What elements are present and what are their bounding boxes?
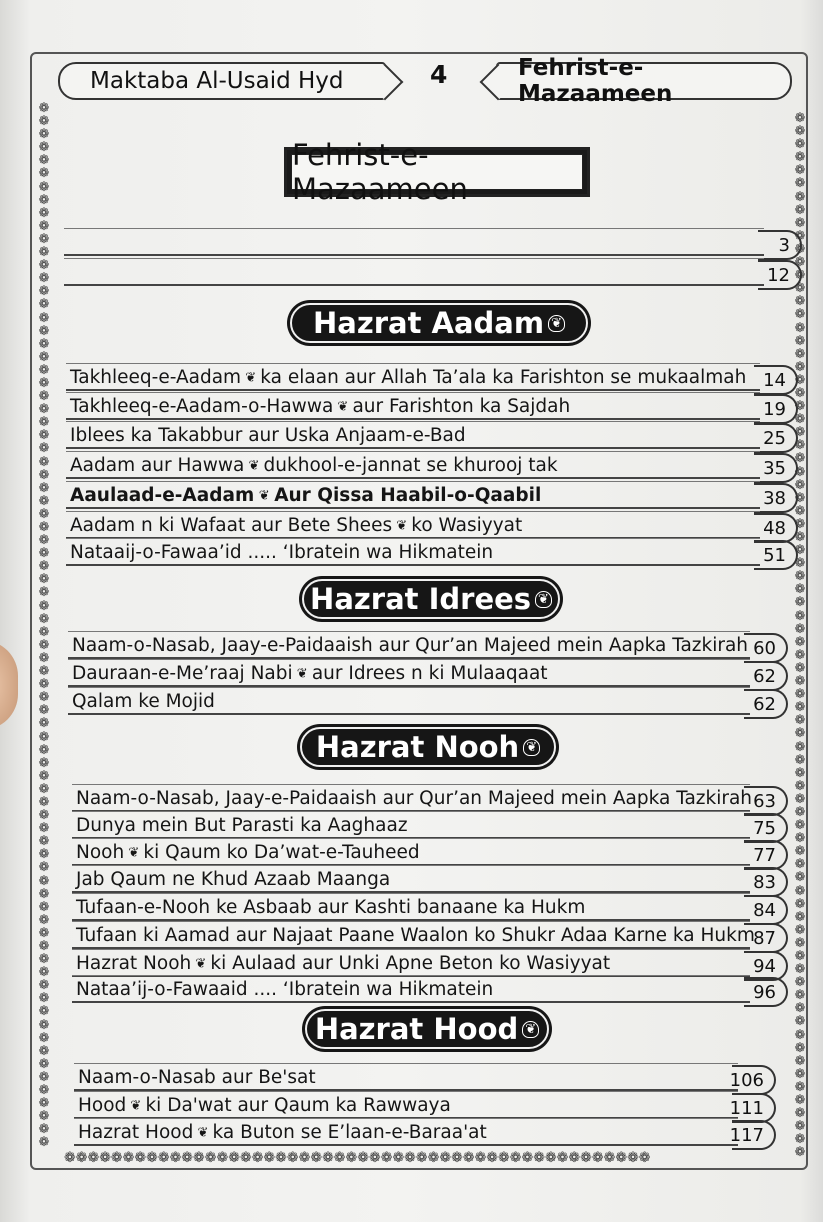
honorific-calligraphy-icon: ❦ [193,1125,213,1141]
honorific-calligraphy-icon: ❦ [548,315,565,332]
entry-title [70,455,558,476]
publisher-name: Maktaba Al-Usaid Hyd [90,68,344,94]
entry-rule [66,389,760,391]
toc-entry[interactable] [68,687,790,715]
section-heading-text: Hazrat Hood [314,1012,519,1046]
entry-top-rule [74,1063,738,1064]
toc-entry[interactable] [66,511,800,539]
entry-title-part: Iblees ka Takabbur aur Uska Anjaam-e-Bad [70,425,466,446]
entry-page-number: 14 [754,365,798,395]
entry-title-part: aur Farishton ka Sajdah [352,396,571,417]
honorific-calligraphy-icon: ❦ [254,488,275,504]
entry-rule [66,418,760,420]
section-heading-inner [305,1009,549,1049]
entry-title-part: ki Aulaad aur Unki Apne Beton ko Wasiyyat [210,953,611,974]
toc-entry[interactable] [66,363,800,391]
entry-title-part: Takhleeq-e-Aadam [70,367,242,388]
honorific-calligraphy-icon: ❦ [191,956,211,972]
entry-title-part: Takhleeq-e-Aadam-o-Hawwa [70,396,334,417]
honorific-calligraphy-icon: ❦ [241,370,261,386]
toc-entry[interactable] [72,811,790,839]
entry-rule [66,564,760,566]
entry-title-part: Hazrat Hood [78,1122,194,1143]
entry-top-rule [68,659,750,660]
section-heading [287,300,591,346]
honorific-calligraphy-icon: ❦ [535,591,552,608]
toc-entry[interactable] [64,258,804,286]
entry-top-rule [66,421,760,422]
entry-top-rule [72,865,750,866]
toc-entry[interactable] [66,392,800,420]
entry-page-number: 117 [732,1120,776,1150]
entry-page-number: 87 [744,923,788,953]
entry-title-part: Aadam n ki Wafaat aur Bete Shees [70,515,393,536]
entry-title [70,485,541,506]
honorific-calligraphy-icon: ❦ [392,518,412,534]
section-heading-inner [302,579,560,619]
entry-rule [68,713,750,715]
toc-entry[interactable] [72,949,790,977]
toc-entry[interactable] [66,451,800,479]
entry-page-number: 111 [732,1093,776,1123]
honorific-calligraphy-icon: ❦ [333,399,353,415]
entry-title-part: Qalam ke Mojid [72,691,215,712]
toc-entry[interactable] [72,865,790,893]
entry-title [76,897,585,918]
toc-entry[interactable] [72,921,790,949]
honorific-calligraphy-icon: ❦ [523,739,540,756]
entry-title [76,869,390,890]
entry-page-number: 94 [744,951,788,981]
entry-title [78,1122,487,1143]
entry-page-number: 106 [732,1065,776,1095]
entry-rule [66,477,760,479]
entry-rule [72,1001,750,1003]
toc-entry[interactable] [72,893,790,921]
thumb [0,640,18,730]
entry-title-part: Hood [78,1095,127,1116]
entry-top-rule [66,363,760,364]
entry-page-number: 77 [744,840,788,870]
section-banner-title: Fehrist-e-Mazaameen [518,55,673,107]
entry-title-part: Jab Qaum ne Khud Azaab Maanga [76,869,391,890]
entry-title-part: Aur Qissa Haabil-o-Qaabil [274,485,542,506]
entry-top-rule [74,1091,738,1092]
entry-title-part: Dauraan-e-Me’raaj Nabi [72,663,293,684]
section-heading-inner [300,727,556,767]
entry-page-number: 62 [744,661,788,691]
entry-rule [66,447,760,449]
entry-title [76,925,755,946]
entry-top-rule [72,949,750,950]
entry-title [76,815,408,836]
entry-title-part: ko Wasiyyat [411,515,523,536]
entry-title [72,635,748,656]
toc-entry[interactable] [68,631,790,659]
entry-title-part: aur Idrees n ki Mulaaqaat [311,663,548,684]
entry-title [70,542,493,563]
page-title: Fehrist-e-Mazaameen [284,147,590,197]
honorific-calligraphy-icon: ❦ [292,666,312,682]
section-heading [297,724,559,770]
honorific-calligraphy-icon: ❦ [126,1098,146,1114]
entry-title-part: Naam-o-Nasab, Jaay-e-Paidaaish aur Qur’an Majeed mein Aapka Tazkirah [72,635,749,656]
entry-title [78,1095,451,1116]
entry-title-part: ka elaan aur Allah Ta’ala ka Farishton se mukaalmah [260,367,747,388]
toc-entry[interactable] [72,975,790,1003]
honorific-calligraphy-icon: ❦ [244,458,264,474]
page-number: 4 [430,60,448,89]
toc-entry[interactable] [74,1091,778,1119]
entry-top-rule [72,784,750,785]
entry-title [72,663,548,684]
entry-title [76,842,420,863]
entry-page-number: 51 [754,540,798,570]
entry-rule [66,507,760,509]
entry-title-part: Nataa’ij-o-Fawaaid .... ‘Ibratein wa Hikmatein [76,979,494,1000]
entry-top-rule [66,481,760,482]
entry-top-rule [68,631,750,632]
entry-title [72,691,215,712]
entry-title-part: Naam-o-Nasab, Jaay-e-Paidaaish aur Qur’an Majeed mein Aapka Tazkirah [76,788,753,809]
section-banner [496,55,792,107]
entry-page-number: 35 [754,453,798,483]
entry-page-number: 60 [744,633,788,663]
right-floral-border-icon: ❁❁❁❁❁❁❁❁❁❁❁❁❁❁❁❁❁❁❁❁❁❁❁❁❁❁❁❁❁❁❁❁❁❁❁❁❁❁❁❁❁❁❁❁❁❁❁❁❁❁❁❁❁❁❁❁❁❁❁❁❁❁❁❁❁❁❁❁❁❁❁❁❁❁❁❁❁❁❁❁ [794,111,806,1161]
entry-title-part: Aaulaad-e-Aadam [70,485,255,506]
toc-entry[interactable] [66,421,800,449]
entry-top-rule [72,921,750,922]
entry-title [76,788,752,809]
entry-title-part: Aadam aur Hawwa [70,455,245,476]
entry-page-number: 84 [744,895,788,925]
toc-entry[interactable] [74,1118,778,1146]
toc-entry[interactable] [66,481,800,509]
running-header [58,55,808,107]
entry-title-part: ki Da'wat aur Qaum ka Rawwaya [145,1095,451,1116]
entry-title-part: Nataaij-o-Fawaa’id ..... ‘Ibratein wa Hikmatein [70,542,494,563]
section-heading-inner [290,303,588,343]
entry-title-part: Dunya mein But Parasti ka Aaghaaz [76,815,408,836]
entry-top-rule [72,838,750,839]
entry-title-part: ki Qaum ko Da’wat-e-Tauheed [143,842,420,863]
entry-page-number: 83 [744,867,788,897]
section-heading-text: Hazrat Nooh [315,730,520,764]
left-floral-border-icon: ❁❁❁❁❁❁❁❁❁❁❁❁❁❁❁❁❁❁❁❁❁❁❁❁❁❁❁❁❁❁❁❁❁❁❁❁❁❁❁❁❁❁❁❁❁❁❁❁❁❁❁❁❁❁❁❁❁❁❁❁❁❁❁❁❁❁❁❁❁❁❁❁❁❁❁❁❁❁❁❁ [38,101,50,1151]
section-heading [302,1006,552,1052]
entry-top-rule [68,687,750,688]
entry-title-part: Naam-o-Nasab aur Be'sat [78,1067,316,1088]
entry-page-number: 48 [754,513,798,543]
entry-top-rule [72,975,750,976]
section-heading-text: Hazrat Idrees [310,582,532,616]
entry-top-rule [66,392,760,393]
entry-page-number: 25 [754,423,798,453]
entry-top-rule [64,228,764,229]
entry-title [70,425,466,446]
entry-rule [74,1144,738,1146]
toc-entry[interactable] [68,659,790,687]
section-heading-text: Hazrat Aadam [312,306,545,340]
entry-title-part: Tufaan-e-Nooh ke Asbaab aur Kashti banaane ka Hukm [76,897,586,918]
toc-entry[interactable] [64,228,804,256]
entry-top-rule [66,451,760,452]
bottom-floral-border-icon: ❁❁❁❁❁❁❁❁❁❁❁❁❁❁❁❁❁❁❁❁❁❁❁❁❁❁❁❁❁❁❁❁❁❁❁❁❁❁❁❁❁❁❁❁❁❁❁❁❁❁ [64,1150,651,1166]
entry-title-part: ka Buton se E’laan-e-Baraa'at [212,1122,487,1143]
entry-top-rule [64,258,764,259]
entry-title [78,1067,316,1088]
honorific-calligraphy-icon: ❦ [124,845,144,861]
entry-page-number: 96 [744,977,788,1007]
publisher-banner [58,62,386,100]
section-heading [299,576,563,622]
entry-title-part: Tufaan ki Aamad aur Najaat Paane Waalon ko Shukr Adaa Karne ka Hukm [76,925,755,946]
entry-page-number: 19 [754,394,798,424]
entry-top-rule [74,1118,738,1119]
toc-entry[interactable] [72,838,790,866]
entry-title [76,953,610,974]
entry-page-number: 38 [754,483,798,513]
entry-page-number: 3 [758,230,802,260]
entry-rule [64,254,764,256]
entry-page-number: 63 [744,786,788,816]
toc-entry[interactable] [74,1063,778,1091]
entry-top-rule [66,538,760,539]
entry-title-part: dukhool-e-jannat se khurooj tak [263,455,558,476]
toc-entry[interactable] [72,784,790,812]
entry-top-rule [72,893,750,894]
entry-title [70,396,570,417]
entry-title [70,367,746,388]
entry-rule [64,284,764,286]
entry-title [76,979,493,1000]
honorific-calligraphy-icon: ❦ [522,1021,539,1038]
entry-top-rule [72,811,750,812]
entry-page-number: 62 [744,689,788,719]
entry-page-number: 75 [744,813,788,843]
entry-page-number: 12 [758,260,802,290]
entry-title-part: Hazrat Nooh [76,953,192,974]
toc-entry[interactable] [66,538,800,566]
entry-title-part: Nooh [76,842,125,863]
entry-top-rule [66,511,760,512]
entry-title [70,515,522,536]
